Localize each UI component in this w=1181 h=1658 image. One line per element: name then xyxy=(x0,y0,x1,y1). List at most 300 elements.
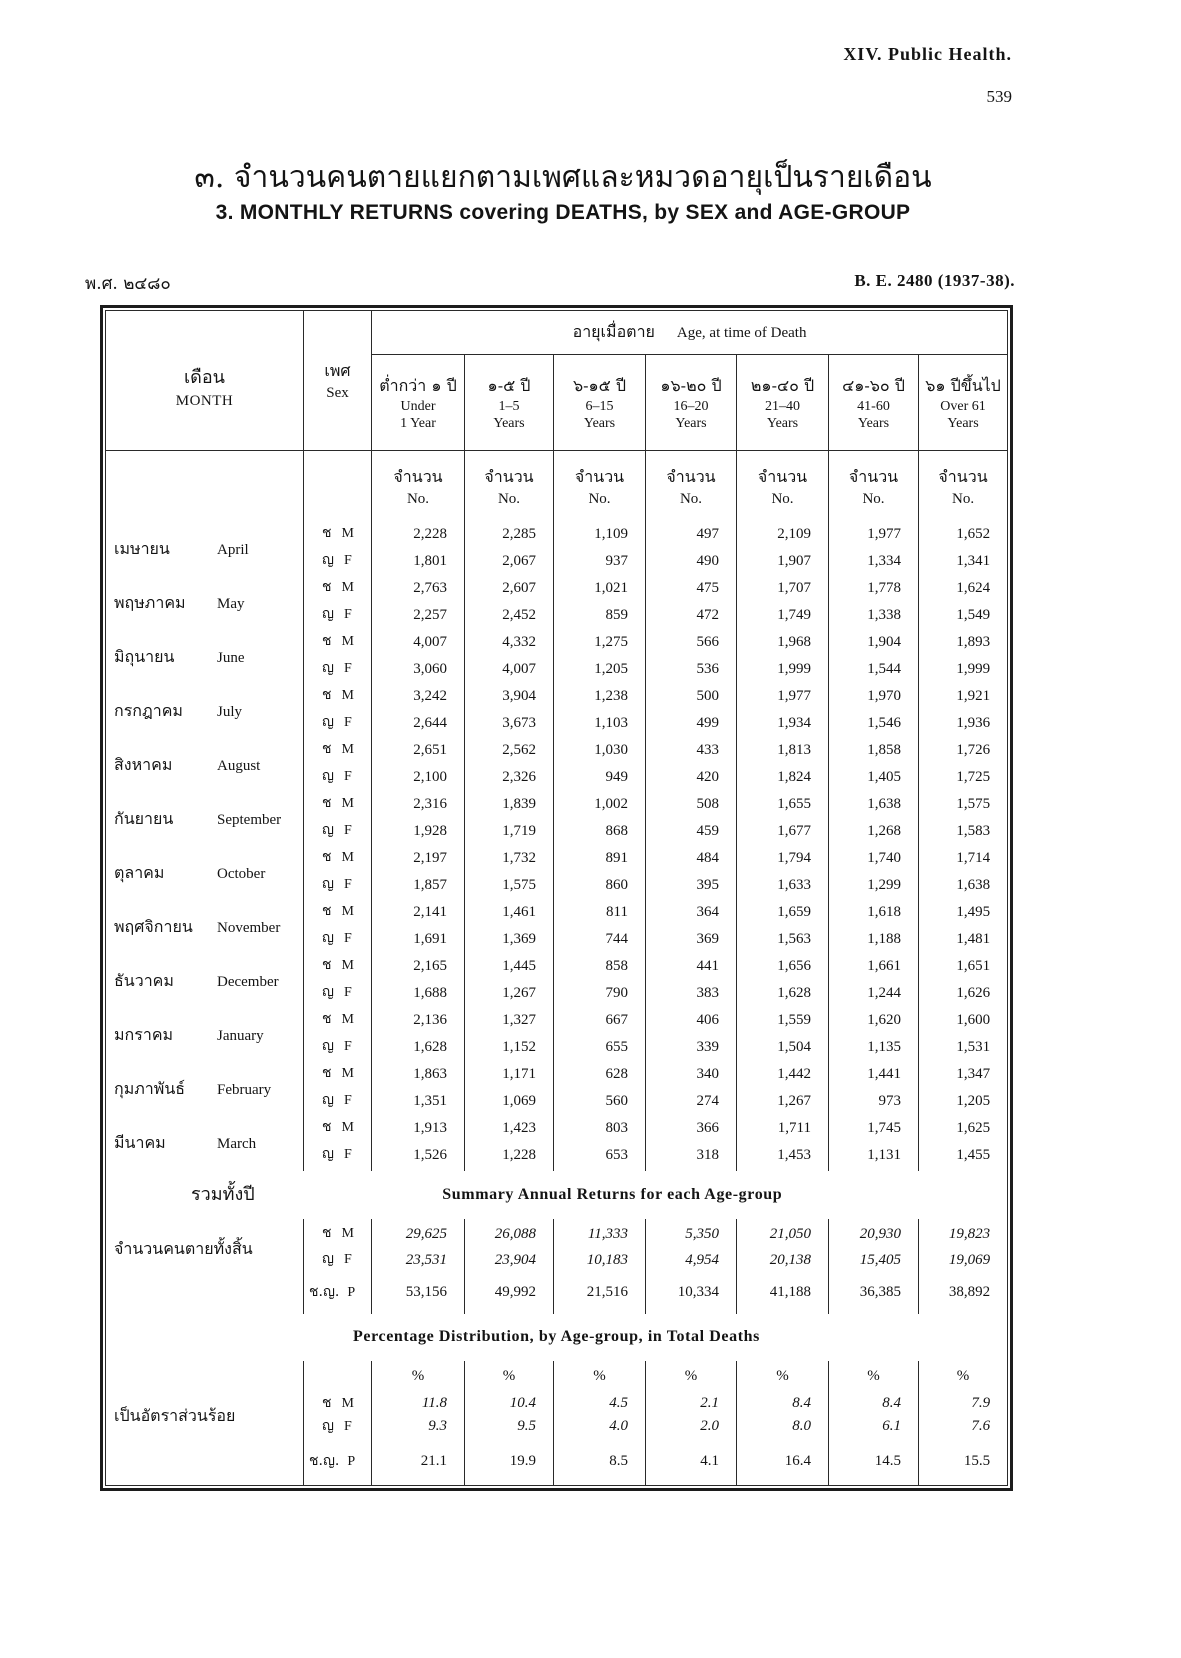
month-cell xyxy=(106,1117,304,1171)
running-head: XIV. Public Health. xyxy=(843,44,1012,64)
value-cell: 1,131 xyxy=(829,1139,919,1171)
value-cell: 858 xyxy=(554,955,646,977)
value-cell: 1,205 xyxy=(919,1085,1008,1117)
value-cell: 1,334 xyxy=(829,545,919,577)
sex-cell-f xyxy=(304,815,372,847)
age-group-english-unit: Years xyxy=(675,415,707,431)
value-cell: 274 xyxy=(646,1085,737,1117)
age-group-english: 41-60 xyxy=(857,398,890,414)
value-cell: 1,338 xyxy=(829,599,919,631)
month-thai: มีนาคม xyxy=(114,1133,166,1152)
month-thai: พฤศจิกายน xyxy=(114,917,193,936)
age-group-english: Over 61 xyxy=(940,398,986,414)
count-label-english: No. xyxy=(771,490,794,507)
value-cell: 2,067 xyxy=(465,545,554,577)
month-thai: กันยายน xyxy=(114,809,174,828)
value-cell: 8.5 xyxy=(554,1438,646,1486)
value-cell: 1,188 xyxy=(829,923,919,955)
count-label xyxy=(919,451,1008,523)
value-cell: 1,244 xyxy=(829,977,919,1009)
value-cell: 2,452 xyxy=(465,599,554,631)
month-thai: เมษายน xyxy=(114,539,170,558)
sex-thai: ญ xyxy=(322,1038,334,1054)
sex-english: F xyxy=(343,931,352,946)
sex-thai: ช xyxy=(322,957,332,973)
table-frame xyxy=(100,305,1013,1491)
sex-english: F xyxy=(343,553,352,568)
table-row-male xyxy=(106,847,1008,869)
month-english: November xyxy=(217,920,281,936)
value-cell: 1,977 xyxy=(737,685,829,707)
month-english: October xyxy=(217,866,266,882)
sex-english: F xyxy=(343,1418,352,1434)
value-cell: 2,100 xyxy=(372,761,465,793)
age-group-english-unit: 1 Year xyxy=(400,415,436,431)
value-cell: 566 xyxy=(646,631,737,653)
month-cell xyxy=(106,577,304,631)
sex-thai: ญ xyxy=(322,822,334,838)
sex-english: F xyxy=(343,1093,352,1108)
sex-english: M xyxy=(341,688,354,703)
sex-cell-f xyxy=(304,977,372,1009)
value-cell: 973 xyxy=(829,1085,919,1117)
sex-english: F xyxy=(343,1039,352,1054)
value-cell: 1,575 xyxy=(919,793,1008,815)
sex-thai: ญ xyxy=(322,984,334,1000)
value-cell: 8.0 xyxy=(737,1415,829,1438)
sex-cell-f xyxy=(304,1249,372,1271)
value-cell: 1,936 xyxy=(919,707,1008,739)
month-thai: กุมภาพันธ์ xyxy=(114,1079,186,1098)
age-at-death-header xyxy=(372,311,1008,355)
value-cell: 1,740 xyxy=(829,847,919,869)
age-group-english-unit: Years xyxy=(583,415,616,431)
value-cell: 655 xyxy=(554,1031,646,1063)
value-cell: 1,913 xyxy=(372,1117,465,1139)
value-cell: 21,516 xyxy=(554,1271,646,1314)
value-cell: 1,711 xyxy=(737,1117,829,1139)
value-cell: 536 xyxy=(646,653,737,685)
value-cell: 21.1 xyxy=(372,1438,465,1486)
value-cell: 1,863 xyxy=(372,1063,465,1085)
table-row-male xyxy=(106,739,1008,761)
sex-thai: ช xyxy=(322,795,332,811)
month-thai: พฤษภาคม xyxy=(114,593,186,612)
sex-cell-m xyxy=(304,847,372,869)
age-group-english: Under xyxy=(400,398,436,414)
value-cell: 1,461 xyxy=(465,901,554,923)
age-group-english-unit: Years xyxy=(493,415,525,431)
value-cell: 10,334 xyxy=(646,1271,737,1314)
count-label xyxy=(737,451,829,523)
sex-thai: ช xyxy=(322,1225,332,1241)
month-cell xyxy=(106,955,304,1009)
value-cell: 1,813 xyxy=(737,739,829,761)
sex-cell-m xyxy=(304,739,372,761)
sex-thai: ญ xyxy=(322,1146,334,1162)
sex-cell-m xyxy=(304,685,372,707)
sex-cell-f xyxy=(304,707,372,739)
value-cell: 7.6 xyxy=(919,1415,1008,1438)
age-group-header xyxy=(646,355,737,451)
value-cell: 1,347 xyxy=(919,1063,1008,1085)
value-cell: 868 xyxy=(554,815,646,847)
value-cell: 2,316 xyxy=(372,793,465,815)
count-label-thai: จำนวน xyxy=(848,466,899,486)
value-cell: 4,007 xyxy=(372,631,465,653)
value-cell: 1,839 xyxy=(465,793,554,815)
value-cell: 2,257 xyxy=(372,599,465,631)
sex-thai: ช xyxy=(322,849,332,865)
value-cell: 1,238 xyxy=(554,685,646,707)
value-cell: 1,633 xyxy=(737,869,829,901)
age-group-thai: ๖๑ ปีขึ้นไป xyxy=(925,375,1001,395)
value-cell: 1,921 xyxy=(919,685,1008,707)
month-cell xyxy=(106,631,304,685)
value-cell: 2,228 xyxy=(372,523,465,545)
value-cell: 560 xyxy=(554,1085,646,1117)
age-group-header xyxy=(737,355,829,451)
month-english: May xyxy=(217,596,245,612)
sex-thai: ช xyxy=(322,633,332,649)
age-group-thai: ๑-๕ ปี xyxy=(487,375,531,395)
month-english: March xyxy=(217,1136,257,1152)
percent-sign: % xyxy=(465,1361,554,1392)
value-cell: 340 xyxy=(646,1063,737,1085)
summary-thai-title: รวมทั้งปี xyxy=(191,1183,255,1205)
value-cell: 1,267 xyxy=(465,977,554,1009)
month-thai: กรกฎาคม xyxy=(114,701,183,720)
value-cell: 441 xyxy=(646,955,737,977)
sex-thai: ช xyxy=(322,1065,332,1081)
value-cell: 937 xyxy=(554,545,646,577)
sex-english: F xyxy=(343,1147,352,1162)
table-row-male xyxy=(106,1009,1008,1031)
age-group-thai: ต่ำกว่า ๑ ปี xyxy=(379,375,457,395)
table-body xyxy=(106,451,1008,1486)
value-cell: 1,625 xyxy=(919,1117,1008,1139)
value-cell: 1,575 xyxy=(465,869,554,901)
sex-thai: ญ xyxy=(322,1251,334,1267)
value-cell: 628 xyxy=(554,1063,646,1085)
value-cell: 1,021 xyxy=(554,577,646,599)
value-cell: 2,109 xyxy=(737,523,829,545)
deaths-by-month-table xyxy=(105,310,1008,1486)
age-group-header xyxy=(919,355,1008,451)
value-cell: 500 xyxy=(646,685,737,707)
percent-sign: % xyxy=(372,1361,465,1392)
value-cell: 2.1 xyxy=(646,1392,737,1415)
value-cell: 10,183 xyxy=(554,1249,646,1271)
value-cell: 472 xyxy=(646,599,737,631)
value-cell: 1,327 xyxy=(465,1009,554,1031)
table-row-male xyxy=(106,685,1008,707)
sex-thai: ญ xyxy=(322,930,334,946)
count-label-thai: จำนวน xyxy=(938,466,988,486)
sex-english: M xyxy=(341,742,354,757)
value-cell: 490 xyxy=(646,545,737,577)
sex-english: M xyxy=(341,1066,354,1081)
sex-english: F xyxy=(343,877,352,892)
value-cell: 1,688 xyxy=(372,977,465,1009)
sex-cell-p xyxy=(304,1438,372,1486)
month-cell xyxy=(106,1009,304,1063)
value-cell: 20,930 xyxy=(829,1219,919,1249)
value-cell: 1,801 xyxy=(372,545,465,577)
sex-thai: ช xyxy=(322,741,332,757)
value-cell: 1,445 xyxy=(465,955,554,977)
value-cell: 1,656 xyxy=(737,955,829,977)
sex-cell-m xyxy=(304,1392,372,1415)
sex-cell-f xyxy=(304,1085,372,1117)
count-label xyxy=(646,451,737,523)
month-english: July xyxy=(217,704,243,720)
sex-cell-f xyxy=(304,599,372,631)
month-cell xyxy=(106,901,304,955)
sex-header xyxy=(304,311,372,451)
value-cell: 8.4 xyxy=(737,1392,829,1415)
value-cell: 8.4 xyxy=(829,1392,919,1415)
value-cell: 1,638 xyxy=(829,793,919,815)
value-cell: 36,385 xyxy=(829,1271,919,1314)
value-cell: 1,714 xyxy=(919,847,1008,869)
value-cell: 2,651 xyxy=(372,739,465,761)
sex-english: F xyxy=(343,715,352,730)
header-row xyxy=(106,311,1008,355)
value-cell: 1,531 xyxy=(919,1031,1008,1063)
sex-english: M xyxy=(341,796,354,811)
age-group-english-unit: Years xyxy=(766,415,799,431)
table-row-male xyxy=(106,955,1008,977)
age-group-english: 16–20 xyxy=(673,398,709,414)
sex-thai: ญ xyxy=(322,606,334,622)
value-cell: 499 xyxy=(646,707,737,739)
sex-english: F xyxy=(343,769,352,784)
value-cell: 53,156 xyxy=(372,1271,465,1314)
percent-sign: % xyxy=(829,1361,919,1392)
sex-cell xyxy=(304,1361,372,1392)
value-cell: 1,620 xyxy=(829,1009,919,1031)
value-cell: 1,228 xyxy=(465,1139,554,1171)
value-cell: 1,691 xyxy=(372,923,465,955)
sex-english: F xyxy=(343,1252,352,1267)
value-cell: 2,562 xyxy=(465,739,554,761)
value-cell: 4.0 xyxy=(554,1415,646,1438)
value-cell: 1,999 xyxy=(737,653,829,685)
sex-english: M xyxy=(341,904,354,919)
count-label xyxy=(465,451,554,523)
count-label xyxy=(554,451,646,523)
sex-cell-f xyxy=(304,1415,372,1438)
value-cell: 23,531 xyxy=(372,1249,465,1271)
sex-english: F xyxy=(343,985,352,1000)
percent-sign: % xyxy=(554,1361,646,1392)
sex-english: M xyxy=(341,958,354,973)
sex-english: M xyxy=(341,1012,354,1027)
value-cell: 19,069 xyxy=(919,1249,1008,1271)
value-cell: 1,794 xyxy=(737,847,829,869)
month-english: February xyxy=(217,1082,272,1098)
value-cell: 1,824 xyxy=(737,761,829,793)
value-cell: 508 xyxy=(646,793,737,815)
sex-header-thai: เพศ xyxy=(324,360,351,380)
value-cell: 1,481 xyxy=(919,923,1008,955)
value-cell: 1,268 xyxy=(829,815,919,847)
count-label-english: No. xyxy=(497,490,521,507)
sex-english: M xyxy=(341,1395,354,1411)
value-cell: 10.4 xyxy=(465,1392,554,1415)
sex-thai: ญ xyxy=(322,876,334,892)
value-cell: 20,138 xyxy=(737,1249,829,1271)
sex-thai: ช xyxy=(322,1011,332,1027)
value-cell: 4.1 xyxy=(646,1438,737,1486)
value-cell: 1,109 xyxy=(554,523,646,545)
month-thai: ตุลาคม xyxy=(114,863,165,882)
sex-thai: ช xyxy=(322,903,332,919)
sex-cell-f xyxy=(304,653,372,685)
month-thai: มกราคม xyxy=(114,1025,174,1044)
count-label-english: No. xyxy=(862,490,885,507)
value-cell: 3,904 xyxy=(465,685,554,707)
count-label-english: No. xyxy=(588,490,611,507)
value-cell: 1,559 xyxy=(737,1009,829,1031)
value-cell: 38,892 xyxy=(919,1271,1008,1314)
value-cell: 26,088 xyxy=(465,1219,554,1249)
count-label xyxy=(372,451,465,523)
value-cell: 364 xyxy=(646,901,737,923)
value-cell: 1,707 xyxy=(737,577,829,599)
value-cell: 744 xyxy=(554,923,646,955)
value-cell: 1,907 xyxy=(737,545,829,577)
sex-cell xyxy=(304,451,372,523)
value-cell: 1,369 xyxy=(465,923,554,955)
value-cell: 41,188 xyxy=(737,1271,829,1314)
value-cell: 1,661 xyxy=(829,955,919,977)
value-cell: 4,954 xyxy=(646,1249,737,1271)
value-cell: 14.5 xyxy=(829,1438,919,1486)
count-label xyxy=(829,451,919,523)
sex-english: P xyxy=(347,1284,356,1300)
sex-english: M xyxy=(341,634,354,649)
value-cell: 1,299 xyxy=(829,869,919,901)
table-row-male xyxy=(106,901,1008,923)
sex-english: F xyxy=(343,661,352,676)
sex-thai: ช.ญ. xyxy=(309,1283,340,1300)
count-label-thai: จำนวน xyxy=(574,466,625,486)
percentage-title-row xyxy=(106,1314,1008,1361)
value-cell: 1,495 xyxy=(919,901,1008,923)
value-cell: 1,659 xyxy=(737,901,829,923)
value-cell: 860 xyxy=(554,869,646,901)
value-cell: 891 xyxy=(554,847,646,869)
value-cell: 1,563 xyxy=(737,923,829,955)
count-label-thai: จำนวน xyxy=(393,466,443,486)
value-cell: 1,002 xyxy=(554,793,646,815)
value-cell: 1,977 xyxy=(829,523,919,545)
value-cell: 339 xyxy=(646,1031,737,1063)
sex-cell-m xyxy=(304,1117,372,1139)
value-cell: 2,607 xyxy=(465,577,554,599)
value-cell: 369 xyxy=(646,923,737,955)
value-cell: 2,326 xyxy=(465,761,554,793)
title-thai: ๓. จำนวนคนตายแยกตามเพศและหมวดอายุเป็นรายเดือน xyxy=(194,160,932,195)
sex-cell-m xyxy=(304,577,372,599)
value-cell: 1,526 xyxy=(372,1139,465,1171)
table-row-male xyxy=(106,631,1008,653)
summary-row-label xyxy=(106,1219,304,1314)
value-cell: 23,904 xyxy=(465,1249,554,1271)
value-cell: 2,136 xyxy=(372,1009,465,1031)
value-cell: 1,928 xyxy=(372,815,465,847)
month-english: January xyxy=(217,1028,264,1044)
value-cell: 811 xyxy=(554,901,646,923)
month-cell xyxy=(106,793,304,847)
month-english: August xyxy=(217,758,261,774)
value-cell: 11.8 xyxy=(372,1392,465,1415)
value-cell: 1,628 xyxy=(372,1031,465,1063)
value-cell: 1,135 xyxy=(829,1031,919,1063)
sex-cell-m xyxy=(304,1219,372,1249)
age-group-thai: ๒๑-๔๐ ปี xyxy=(750,375,815,395)
value-cell: 4,007 xyxy=(465,653,554,685)
summary-title-row xyxy=(106,1171,1008,1219)
sex-thai: ญ xyxy=(322,1092,334,1108)
value-cell: 1,030 xyxy=(554,739,646,761)
value-cell: 1,152 xyxy=(465,1031,554,1063)
value-cell: 406 xyxy=(646,1009,737,1031)
value-cell: 1,442 xyxy=(737,1063,829,1085)
value-cell: 5,350 xyxy=(646,1219,737,1249)
value-cell: 2,644 xyxy=(372,707,465,739)
month-cell xyxy=(106,847,304,901)
sex-thai: ญ xyxy=(322,768,334,784)
value-cell: 1,719 xyxy=(465,815,554,847)
month-english: April xyxy=(217,542,249,558)
value-cell: 1,726 xyxy=(919,739,1008,761)
page-number: 539 xyxy=(986,87,1012,106)
sex-thai: ช xyxy=(322,1394,332,1411)
value-cell: 9.5 xyxy=(465,1415,554,1438)
value-cell: 803 xyxy=(554,1117,646,1139)
value-cell: 1,725 xyxy=(919,761,1008,793)
value-cell: 1,970 xyxy=(829,685,919,707)
age-header-english: Age, at time of Death xyxy=(676,325,807,341)
value-cell: 459 xyxy=(646,815,737,847)
table-header xyxy=(106,311,1008,451)
value-cell: 1,638 xyxy=(919,869,1008,901)
value-cell: 1,069 xyxy=(465,1085,554,1117)
value-cell: 1,934 xyxy=(737,707,829,739)
sex-thai: ญ xyxy=(322,660,334,676)
sex-cell-f xyxy=(304,761,372,793)
month-thai: มิถุนายน xyxy=(114,647,175,666)
sex-thai: ช xyxy=(322,1119,332,1135)
age-group-header xyxy=(372,355,465,451)
table-row-male xyxy=(106,523,1008,545)
value-cell: 1,103 xyxy=(554,707,646,739)
value-cell: 1,267 xyxy=(737,1085,829,1117)
age-group-thai: ๔๑-๖๐ ปี xyxy=(842,375,905,395)
value-cell: 1,455 xyxy=(919,1139,1008,1171)
value-cell: 395 xyxy=(646,869,737,901)
count-label-thai: จำนวน xyxy=(484,466,534,486)
age-group-thai: ๖-๑๕ ปี xyxy=(572,375,627,395)
table-row-male xyxy=(106,577,1008,599)
sex-cell-m xyxy=(304,793,372,815)
count-label-thai: จำนวน xyxy=(666,466,716,486)
value-cell: 1,655 xyxy=(737,793,829,815)
value-cell: 653 xyxy=(554,1139,646,1171)
